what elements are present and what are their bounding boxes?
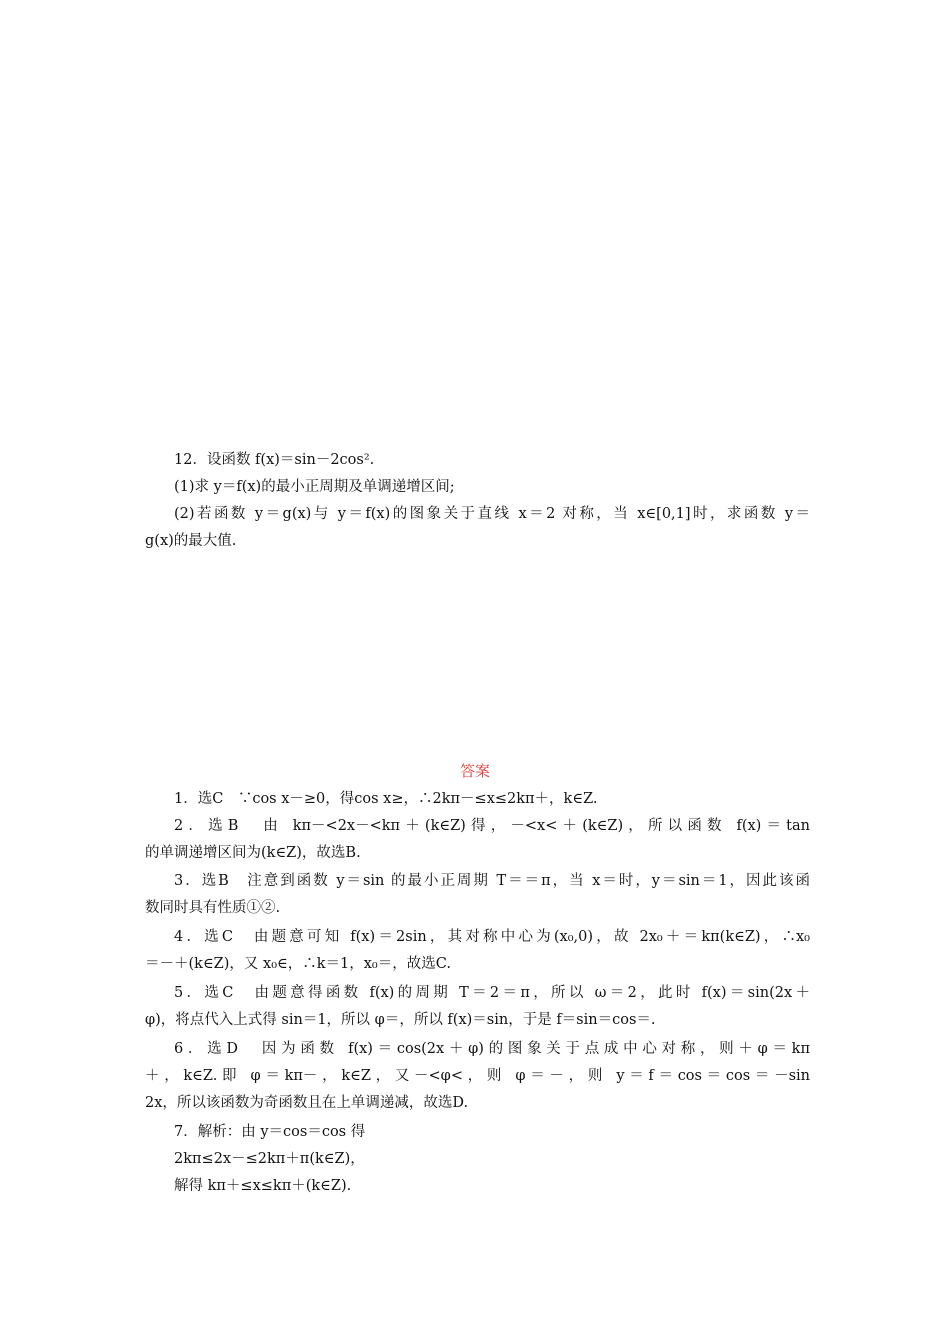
answer-line: ＋，k∈Z.即 φ＝kπ－，k∈Z，又－<φ<，则 φ＝－，则 y＝f＝cos＝cos＝－sin: [145, 1068, 810, 1084]
answer-line: 1．选C ∵cos x－≥0，得cos x≥，∴2kπ－≤x≤2kπ＋，k∈Z.: [174, 791, 598, 807]
problem-12-part-2-line-1: (2)若函数 y＝g(x)与 y＝f(x)的图象关于直线 x＝2 对称，当 x∈[0,1]时，求函数 y＝: [174, 506, 810, 522]
problem-12-title: 12．设函数 f(x)＝sin－2cos².: [174, 452, 375, 468]
answer-line: ＝－＋(k∈Z)，又 x₀∈，∴k＝1，x₀＝，故选C.: [145, 956, 451, 972]
answer-line: 2x，所以该函数为奇函数且在上单调递减，故选D.: [145, 1095, 469, 1111]
answer-line: 的单调递增区间为(k∈Z)，故选B.: [145, 845, 361, 861]
answer-line: 3．选B 注意到函数 y＝sin 的最小正周期 T＝＝π，当 x＝时，y＝sin＝1，因此该函: [174, 873, 810, 889]
answer-line: 6．选D 因为函数 f(x)＝cos(2x＋φ)的图象关于点成中心对称，则＋φ＝kπ: [174, 1041, 810, 1057]
answer-line: φ)，将点代入上式得 sin＝1，所以 φ＝，所以 f(x)＝sin，于是 f＝sin＝cos＝.: [145, 1012, 656, 1028]
answer-line: 解得 kπ＋≤x≤kπ＋(k∈Z).: [174, 1178, 352, 1194]
problem-12-part-1: (1)求 y＝f(x)的最小正周期及单调递增区间;: [174, 479, 455, 495]
answer-line: 7．解析：由 y＝cos＝cos 得: [174, 1124, 366, 1140]
answer-line: 2．选B 由 kπ－<2x－<kπ＋(k∈Z)得，－<x<＋(k∈Z)，所以函数 f(x)＝tan: [174, 818, 810, 834]
answer-line: 数同时具有性质①②.: [145, 900, 281, 916]
answer-line: 2kπ≤2x－≤2kπ＋π(k∈Z)，: [174, 1151, 365, 1167]
problem-12-part-2-line-2: g(x)的最大值.: [145, 533, 237, 549]
answer-line: 5．选C 由题意得函数 f(x)的周期 T＝2＝π，所以 ω＝2，此时 f(x)＝sin(2x＋: [174, 985, 810, 1001]
answer-line: 4．选C 由题意可知 f(x)＝2sin，其对称中心为(x₀,0)，故 2x₀＋＝kπ(k∈Z)，∴x₀: [174, 929, 810, 945]
answers-heading: 答案: [459, 762, 490, 780]
